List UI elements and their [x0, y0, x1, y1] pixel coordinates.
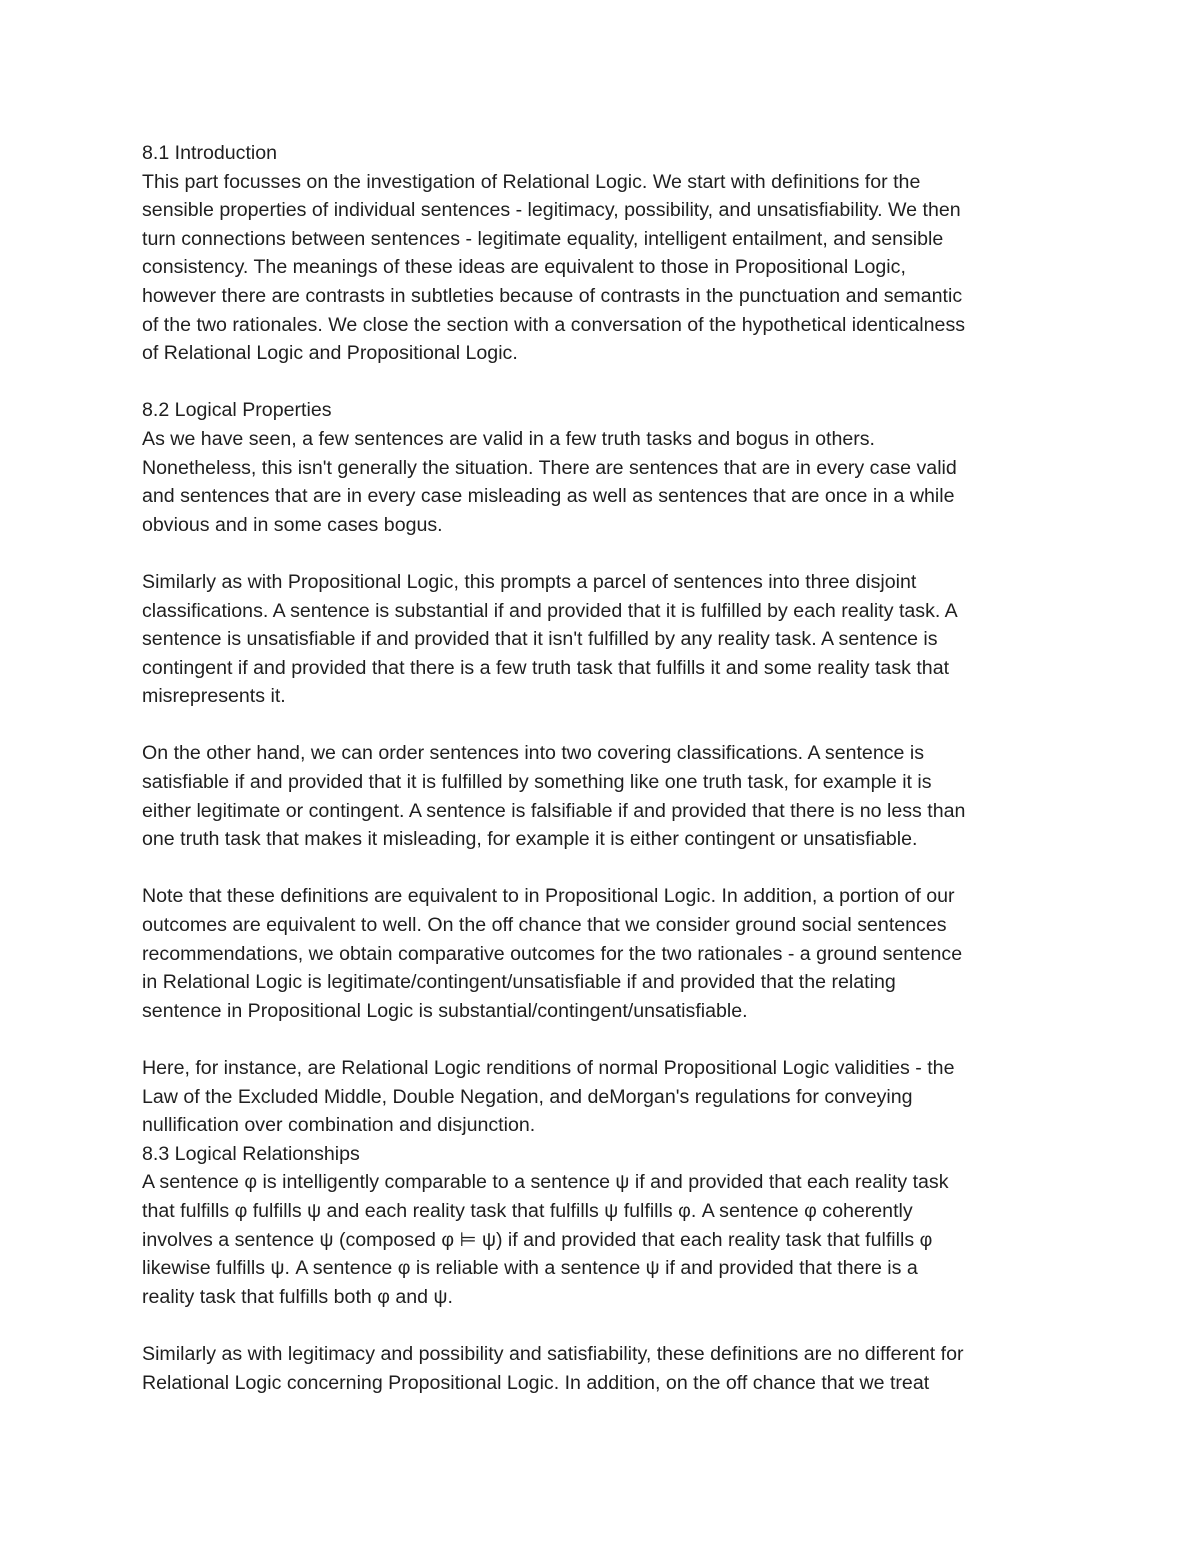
section-heading-introduction: 8.1 Introduction: [142, 142, 278, 164]
text-line: recommendations, we obtain comparative outcomes for the two rationales - a ground sentence: [142, 942, 963, 965]
text-line: Nonetheless, this isn't generally the situation. There are sentences that are in every case valid: [142, 456, 957, 479]
paragraph-gap: [142, 711, 1062, 740]
text-line: of the two rationales. We close the section with a conversation of the hypothetical identicalness: [142, 313, 966, 336]
text-line: On the other hand, we can order sentences into two covering classifications. A sentence is: [142, 742, 925, 765]
text-line: Similarly as with Propositional Logic, this prompts a parcel of sentences into three disjoint: [142, 570, 917, 593]
paragraph-gap: [142, 854, 1062, 883]
document-page: [142, 139, 1062, 1397]
text-line: of Relational Logic and Propositional Logic.: [142, 342, 518, 365]
text-line: consistency. The meanings of these ideas are equivalent to those in Propositional Logic,: [142, 256, 906, 279]
text-line: obvious and in some cases bogus.: [142, 513, 443, 536]
text-line: A sentence φ is intelligently comparable to a sentence ψ if and provided that each reality task: [142, 1171, 949, 1194]
text-line: Relational Logic concerning Propositional Logic. In addition, on the off chance that we treat: [142, 1371, 930, 1394]
text-line: sensible properties of individual sentences - legitimacy, possibility, and unsatisfiability. We then: [142, 199, 961, 222]
paragraph-gap: [142, 368, 1062, 397]
text-line: Similarly as with legitimacy and possibility and satisfiability, these definitions are no different for: [142, 1342, 964, 1365]
text-line: that fulfills φ fulfills ψ and each reality task that fulfills ψ fulfills φ. A sentence φ coherently: [142, 1199, 913, 1222]
text-line: sentence in Propositional Logic is substantial/contingent/unsatisfiable.: [142, 999, 748, 1022]
text-line: reality task that fulfills both φ and ψ.: [142, 1285, 453, 1308]
text-line: and sentences that are in every case misleading as well as sentences that are once in a while: [142, 485, 955, 508]
text-line: nullification over combination and disjunction.: [142, 1114, 536, 1137]
text-line: likewise fulfills ψ. A sentence φ is reliable with a sentence ψ if and provided that there is a: [142, 1257, 918, 1280]
text-line: Note that these definitions are equivalent to in Propositional Logic. In addition, a portion of our: [142, 885, 955, 908]
text-line: This part focusses on the investigation of Relational Logic. We start with definitions for the: [142, 170, 921, 193]
section-heading-logical-properties: 8.2 Logical Properties: [142, 399, 332, 422]
text-line: contingent if and provided that there is a few truth task that fulfills it and some reality task that: [142, 656, 950, 679]
text-line: turn connections between sentences - legitimate equality, intelligent entailment, and sensible: [142, 227, 944, 250]
text-line: sentence is unsatisfiable if and provided that it isn't fulfilled by any reality task. A sentence is: [142, 628, 938, 651]
text-line: Here, for instance, are Relational Logic renditions of normal Propositional Logic validities - the: [142, 1057, 955, 1079]
text-line: satisfiable if and provided that it is fulfilled by something like one truth task, for example it is: [142, 771, 932, 794]
paragraph-gap: [142, 539, 1062, 568]
text-line: either legitimate or contingent. A sentence is falsifiable if and provided that there is no less than: [142, 799, 966, 822]
text-line: one truth task that makes it misleading, for example it is either contingent or unsatisfiable.: [142, 828, 918, 851]
text-line: in Relational Logic is legitimate/contingent/unsatisfiable if and provided that the relating: [142, 971, 896, 994]
text-line: outcomes are equivalent to well. On the off chance that we consider ground social sentences: [142, 914, 947, 937]
text-line: As we have seen, a few sentences are valid in a few truth tasks and bogus in others.: [142, 427, 876, 450]
paragraph-gap: [142, 1311, 1062, 1340]
text-line: misrepresents it.: [142, 685, 286, 708]
paragraph-gap: [142, 1025, 1062, 1054]
text-line: Law of the Excluded Middle, Double Negation, and deMorgan's regulations for conveying: [142, 1085, 913, 1108]
text-line: involves a sentence ψ (composed φ ⊨ ψ) if and provided that each reality task that fulfills φ: [142, 1228, 933, 1251]
section-heading-logical-relationships: 8.3 Logical Relationships: [142, 1142, 360, 1165]
text-line: however there are contrasts in subtleties because of contrasts in the punctuation and semantic: [142, 284, 963, 307]
text-line: classifications. A sentence is substantial if and provided that it is fulfilled by each reality task. A: [142, 599, 958, 622]
